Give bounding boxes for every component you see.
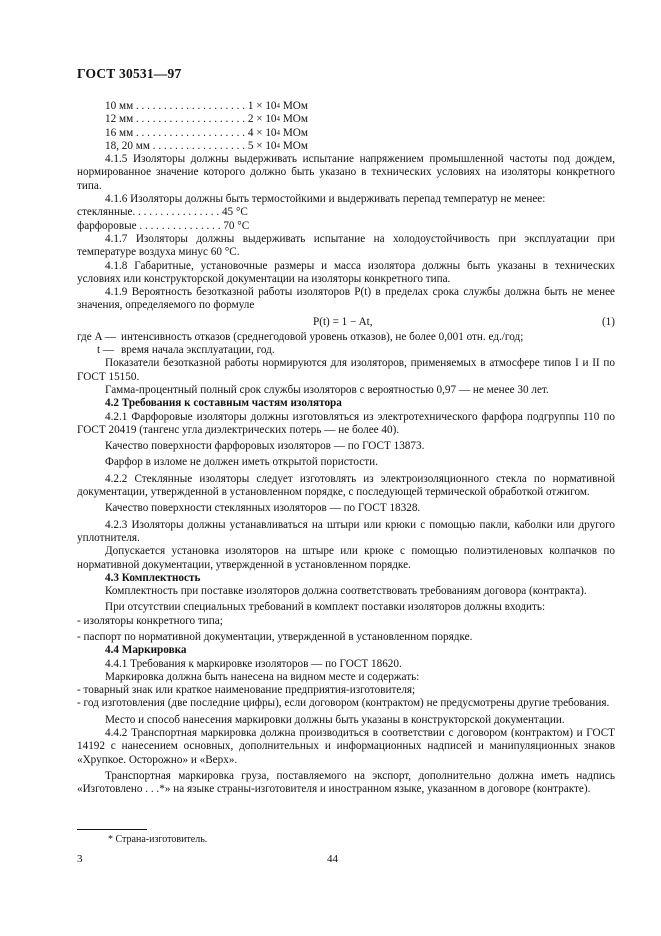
resistance-value: 2 × 10 [247,113,277,126]
paragraph-4-4-2: 4.4.2 Транспортная маркировка должна производиться в соответствии с договором (контрактом) и ГОСТ 14192 с нанесением основных, дополнительных и информационных надписей и манипуляционных знаков «Хрупкое. Осторожно» и «Верх». [77,727,615,766]
thermo-row [77,220,615,233]
document-body [77,100,615,797]
sheet-number: 3 [77,853,83,865]
resistance-row [105,127,615,140]
resistance-label: 16 мм . . . . . . . . . . . . . . . . . . . . [105,126,248,139]
where-text: время начала эксплуатации, год. [121,344,275,357]
footnote-rule [77,829,147,830]
where-key: t — [97,344,115,357]
paragraph-4-1-6: 4.1.6 Изоляторы должны быть термостойкими и выдерживать перепад температур не менее: [105,193,546,206]
resistance-value: 5 × 10 [247,139,277,152]
resistance-row [105,100,615,113]
resistance-row [105,113,615,126]
where-text: интенсивность отказов (среднегодовой уровень отказов), не более 0,001 отн. ед./год; [121,330,524,343]
thermo-label: стеклянные. . . . . . . . . . . . . . . . [77,206,222,219]
resistance-label: 18, 20 мм . . . . . . . . . . . . . . . . . [105,139,248,152]
thermo-value: 45 °С [221,206,248,219]
resistance-value: 4 × 10 [247,126,277,139]
thermo-value: 70 °С [223,219,250,232]
where-item [77,344,615,357]
resistance-list [77,100,615,153]
paragraph-supply-set: При отсутствии специальных требований в комплект поставки изоляторов должны входить: [105,601,546,614]
paragraph-4-4-1: 4.4.1 Требования к маркировке изоляторов — по ГОСТ 18620. [105,657,402,670]
paragraph-4-1-5: 4.1.5 Изоляторы должны выдерживать испытание напряжением промышленной частоты под дождем, нормированное значение которого должно быть указано в технических условиях на изоляторы конкретного типа. [77,153,615,192]
paragraph-polyethylene-caps: Допускается установка изоляторов на штыре или крюке с помощью полиэтиленовых колпачков по нормативной документации, утвержденной в установленном порядке. [77,545,615,571]
paragraph-4-1-7: 4.1.7 Изоляторы должны выдерживать испытание на холодоустойчивость при эксплуатации при температуре воздуха минус 60 °С. [77,232,615,259]
section-heading-4-4: 4.4 Маркировка [105,644,187,657]
resistance-exp: 4 [276,115,281,124]
paragraph-4-2-3: 4.2.3 Изоляторы должны устанавливаться на штыри или крюки с помощью пакли, каболки или другого уплотнителя. [77,518,615,544]
paragraph-4-2-2: 4.2.2 Стеклянные изоляторы следует изготовлять из электроизоляционного стекла по нормативной документации, утвержденной в установленном порядке, с последующей термической обработкой отжигом. [77,472,615,499]
page-number: 44 [327,853,338,865]
paragraph-4-1-9: 4.1.9 Вероятность безотказной работы изоляторов P(t) в пределах срока службы должна быть не менее значения, определяемого по формуле [77,286,615,312]
list-item: - год изготовления (две последние цифры), если договором (контрактом) не предусмотрены другие требования. [77,697,610,710]
paragraph-gamma-life: Гамма-процентный полный срок службы изоляторов с вероятностью 0,97 — не менее 30 лет. [105,383,549,396]
resistance-unit: МОм [280,139,308,152]
paragraph-export-marking: Транспортная маркировка груза, поставляемого на экспорт, дополнительно должна иметь надпись «Изготовлено . . .*» на языке страны-изготовителя и иностранном языке, указанном в договоре (контракте). [77,769,615,796]
formula-block [77,313,615,331]
resistance-row [105,140,615,153]
resistance-exp: 4 [276,128,281,137]
list-item: - паспорт по нормативной документации, утвержденной в установленном порядке. [77,630,473,643]
document-header: ГОСТ 30531—97 [77,66,182,81]
section-heading-4-2: 4.2 Требования к составным частям изолятора [105,397,342,410]
where-item [77,331,615,344]
resistance-value: 1 × 10 [247,100,277,112]
thermo-label: фарфоровые . . . . . . . . . . . . . . . [77,219,224,232]
resistance-exp: 4 [276,141,281,150]
paragraph-marking-content: Маркировка должна быть нанесена на видном месте и содержать: [105,670,420,683]
section-heading-4-3: 4.3 Комплектность [105,571,201,584]
paragraph-porcelain-porosity: Фарфор в изломе не должен иметь открытой пористости. [105,456,378,469]
formula-number: (1) [601,315,615,328]
paragraph-reliability-norm: Показатели безотказной работы нормируются для изоляторов, применяемых в атмосфере типов I и II по ГОСТ 15150. [77,357,615,383]
thermo-list [77,206,615,233]
where-key: где A — [77,330,116,343]
paragraph-4-1-8: 4.1.8 Габаритные, установочные размеры и масса изолятора должны быть указаны в технических условиях или конструкторской документации на изоляторы конкретного типа. [77,259,615,285]
resistance-unit: МОм [280,100,308,112]
resistance-label: 10 мм . . . . . . . . . . . . . . . . . . . . [105,100,248,112]
resistance-label: 12 мм . . . . . . . . . . . . . . . . . . . . [105,113,248,126]
thermo-row [77,206,615,219]
footnote: * Страна-изготовитель. [108,834,208,845]
paragraph-porcelain-surface: Качество поверхности фарфоровых изоляторов — по ГОСТ 13873. [105,440,425,453]
paragraph-completeness: Комплектность при поставке изоляторов должна соответствовать требованиям договора (контракта). [105,585,587,598]
paragraph-4-2-1: 4.2.1 Фарфоровые изоляторы должны изготовляться из электротехнического фарфора подгруппы 110 по ГОСТ 20419 (тангенс угла диэлектрических потерь — не более 40). [77,410,615,436]
resistance-exp: 4 [276,102,281,110]
list-item: - товарный знак или краткое наименование предприятия-изготовителя; [77,684,416,697]
resistance-unit: МОм [280,113,308,126]
formula-expression: P(t) = 1 − At, [313,315,373,328]
resistance-unit: МОм [280,126,308,139]
paragraph-glass-surface: Качество поверхности стеклянных изоляторов — по ГОСТ 18328. [105,502,421,515]
list-item: - изоляторы конкретного типа; [77,614,223,627]
paragraph-marking-place: Место и способ нанесения маркировки должны быть указаны в конструкторской документации. [105,713,565,726]
